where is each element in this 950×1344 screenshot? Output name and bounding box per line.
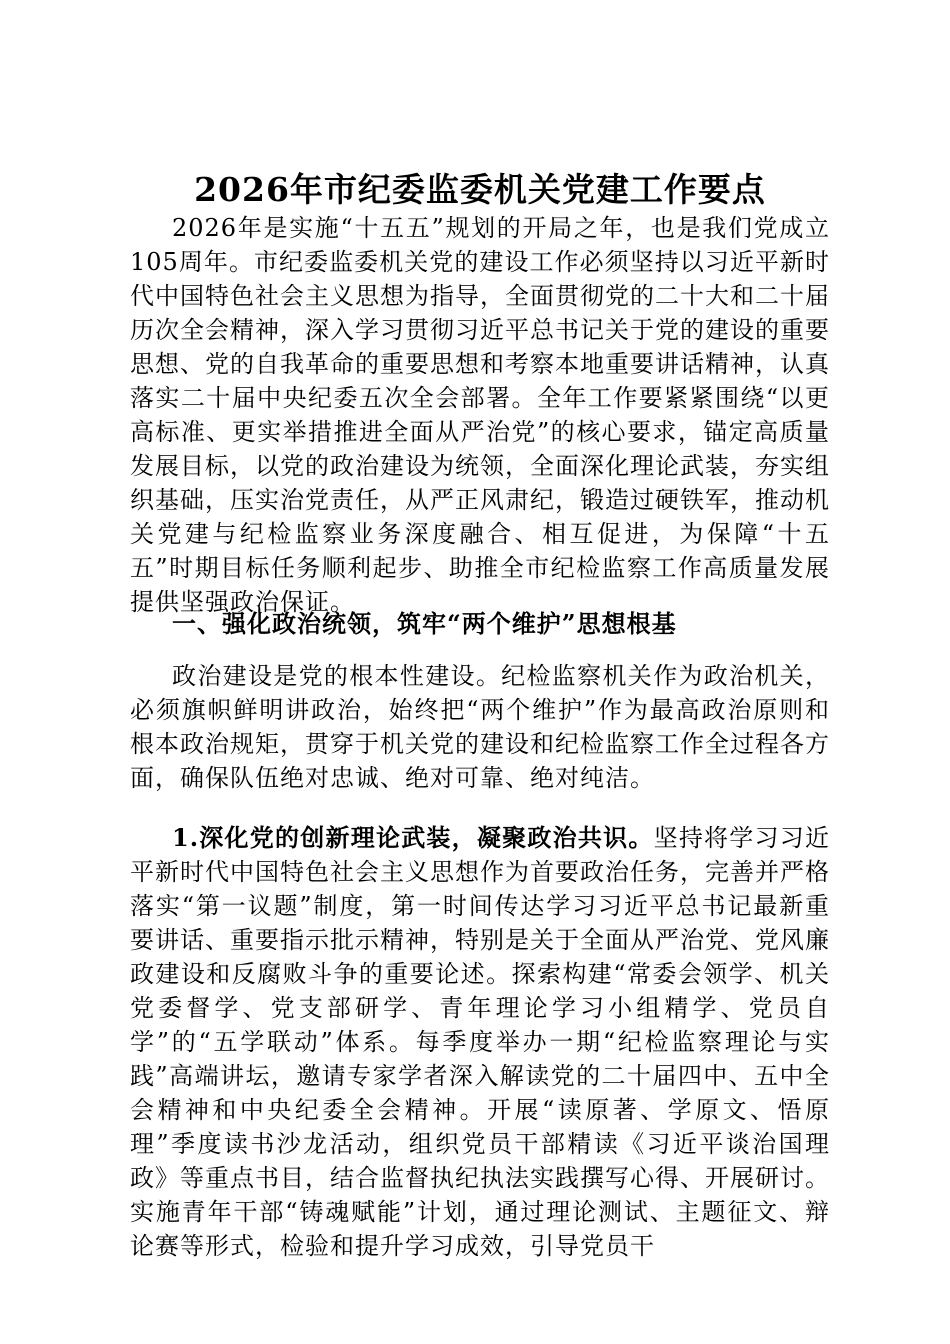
item-1-paragraph bbox=[130, 821, 830, 1263]
section-1-heading: 一、强化政治统领，筑牢“两个维护”思想根基 bbox=[172, 609, 677, 638]
item-1-body: 坚持将学习习近平新时代中国特色社会主义思想作为首要政治任务，完善并严格落实“第一议题”制度，第一时间传达学习习近平总书记最新重要讲话、重要指示批示精神，特别是关于全面从严治党、党风廉政建设和反腐败斗争的重要论述。探索构建“常委会领学、机关党委督学、党支部研学、青年理论学习小组精学、党员自学”的“五学联动”体系。每季度举办一期“纪检监察理论与实践”高端讲坛，邀请专家学者深入解读党的二十届四中、五中全会精神和中央纪委全会精神。开展“读原著、学原文、悟原理”季度读书沙龙活动，组织党员干部精读《习近平谈治国理政》等重点书目，结合监督执纪执法实践撰写心得、开展研讨。实施青年干部“铸魂赋能”计划，通过理论测试、主题征文、辩论赛等形式，检验和提升学习成效，引导党员干 bbox=[130, 824, 831, 1260]
section-1-paragraph: 政治建设是党的根本性建设。纪检监察机关作为政治机关，必须旗帜鲜明讲政治，始终把“两个维护”作为最高政治原则和根本政治规矩，贯穿于机关党的建设和纪检监察工作全过程各方面，确保队伍绝对忠诚、绝对可靠、绝对纯洁。 bbox=[130, 662, 830, 792]
document-title: 2026年市纪委监委机关党建工作要点 bbox=[194, 170, 766, 209]
intro-paragraph: 2026年是实施“十五五”规划的开局之年，也是我们党成立105周年。市纪委监委机关党的建设工作必须坚持以习近平新时代中国特色社会主义思想为指导，全面贯彻党的二十大和二十届历次全会精神，深入学习贯彻习近平总书记关于党的建设的重要思想、党的自我革命的重要思想和考察本地重要讲话精神，认真落实二十届中央纪委五次全会部署。全年工作要紧紧围绕“以更高标准、更实举措推进全面从严治党”的核心要求，锚定高质量发展目标，以党的政治建设为统领，全面深化理论武装，夯实组织基础，压实治党责任，从严正风肃纪，锻造过硬铁军，推动机关党建与纪检监察业务深度融合、相互促进，为保障“十五五”时期目标任务顺利起步、助推全市纪检监察工作高质量发展提供坚强政治保证。 bbox=[130, 214, 830, 616]
item-1-lead: 1.深化党的创新理论武装，凝聚政治共识。 bbox=[172, 823, 654, 852]
